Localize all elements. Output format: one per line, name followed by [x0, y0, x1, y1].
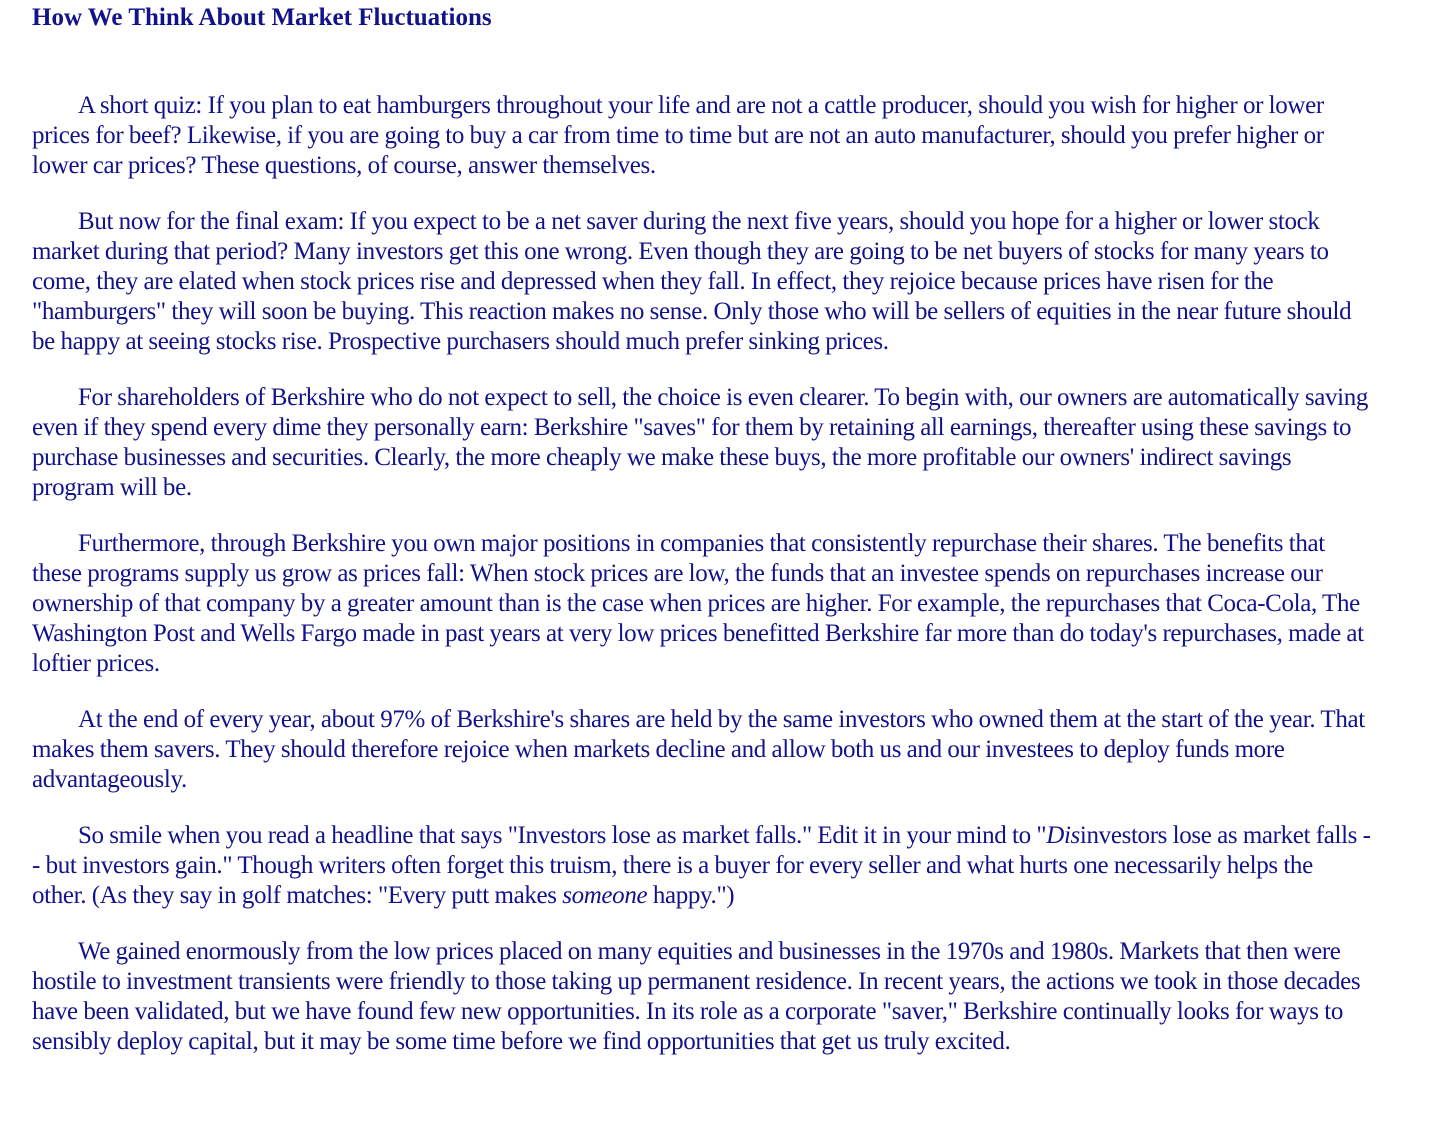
- paragraph-repurchases: Furthermore, through Berkshire you own major positions in companies that consistently repurchase their shares. The benefits that these programs supply us grow as prices fall: When stock prices are low, the funds that an investee spends on repurchases increase our ownership of that company by a greater amount than is the case when prices are higher. For example, the repurchases that Coca-Cola, The Washington Post and Wells Fargo made in past years at very low prices benefitted Berkshire far more than do today's repurchases, made at loftier prices.: [32, 530, 1364, 677]
- paragraph-opportunities: We gained enormously from the low prices placed on many equities and businesses in the 1970s and 1980s. Markets that then were hostile to investment transients were friendly to those taking up permanent residence. In recent years, the actions we took in those decades have been validated, but we have found few new opportunities. In its role as a corporate "saver," Berkshire continually looks for ways to sensibly deploy capital, but it may be some time before we find opportunities that get us truly excited.: [32, 938, 1361, 1055]
- paragraph-final-exam: But now for the final exam: If you expect to be a net saver during the next five years, should you hope for a higher or lower stock market during that period? Many investors get this one wrong. Even though they are going to be net buyers of stocks for many years to come, they are elated when stock prices rise and depressed when they fall. In effect, they rejoice because prices have risen for the "hamburgers" they will soon be buying. This reaction makes no sense. Only those who will be sellers of equities in the near future should be happy at seeing stocks rise. Prospective purchasers should much prefer sinking prices.: [32, 208, 1352, 355]
- paragraph-savers: At the end of every year, about 97% of Berkshire's shares are held by the same investors who owned them at the start of the year. That makes them savers. They should therefore rejoice when markets decline and allow both us and our investees to deploy funds more advantageously.: [32, 706, 1365, 793]
- paragraph-headline-part2: investors lose as market falls -- but investors gain." Though writers often forget this truism, there is a buyer for every seller and what hurts one necessarily helps the other. (As they say in golf matches: "Every putt makes: [32, 822, 1371, 909]
- section-heading: How We Think About Market Fluctuations: [32, 4, 492, 31]
- paragraph-headline: [32, 821, 1372, 911]
- paragraph-quiz: A short quiz: If you plan to eat hamburgers throughout your life and are not a cattle producer, should you wish for higher or lower prices for beef? Likewise, if you are going to buy a car from time to time but are not an auto manufacturer, should you prefer higher or lower car prices? These questions, of course, answer themselves.: [32, 92, 1324, 179]
- paragraph-headline-part3: happy."): [647, 882, 735, 909]
- paragraph-headline-italic-dis: Dis: [1046, 822, 1080, 849]
- document-body: [32, 91, 1372, 1057]
- document-page: [32, 0, 1372, 1083]
- paragraph-headline-part1: So smile when you read a headline that says "Investors lose as market falls." Edit it in your mind to ": [78, 822, 1047, 849]
- paragraph-shareholders: For shareholders of Berkshire who do not expect to sell, the choice is even clearer. To begin with, our owners are automatically saving even if they spend every dime they personally earn: Berkshire "saves" for them by retaining all earnings, thereafter using these savings to purchase businesses and securities. Clearly, the more cheaply we make these buys, the more profitable our owners' indirect savings program will be.: [32, 384, 1369, 501]
- paragraph-headline-italic-someone: someone: [562, 882, 648, 909]
